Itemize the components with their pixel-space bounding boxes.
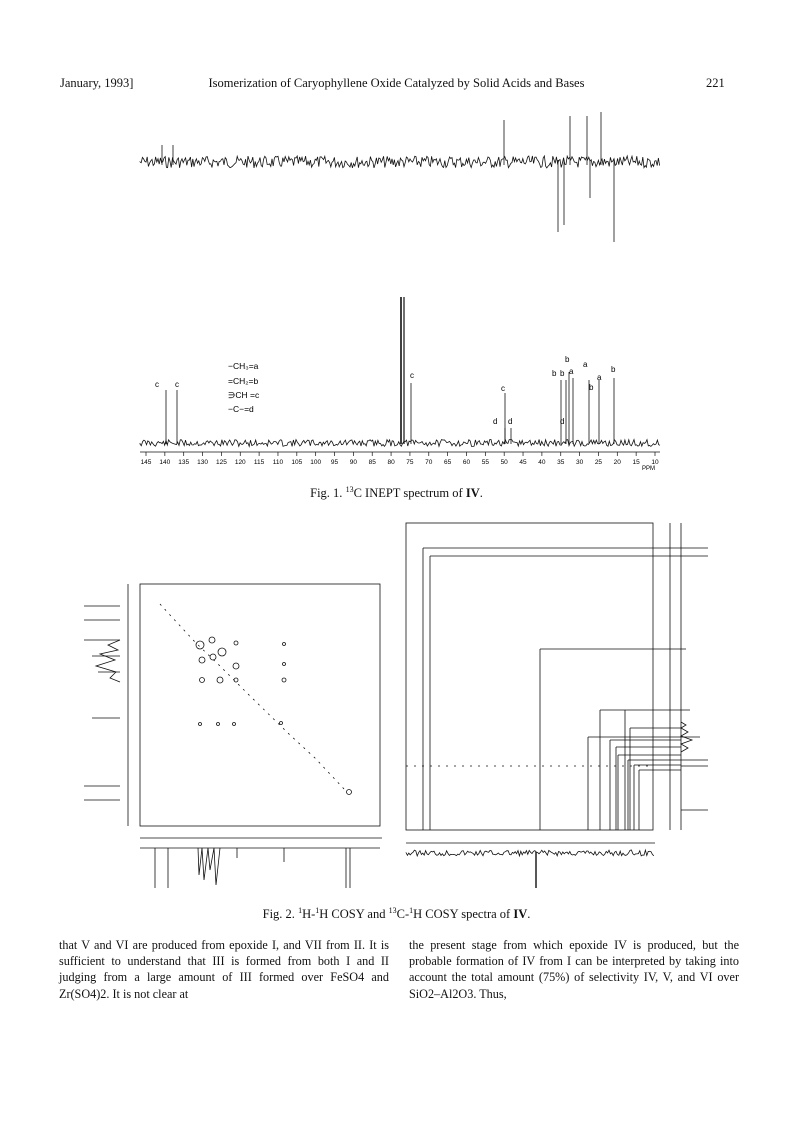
fig1-axis-tick-label: 130 — [197, 459, 208, 466]
cosy-crosspeak — [283, 663, 286, 666]
fig1-axis-tick-label: 55 — [481, 459, 489, 466]
fig2-cosy-hh — [84, 584, 382, 888]
fig1-axis-tick-label: 30 — [575, 459, 584, 466]
cosy-crosspeak — [233, 723, 236, 726]
fig2-caption-text: H COSY and — [319, 907, 386, 922]
fig1-axis-tick-label: 145 — [140, 459, 152, 466]
fig1-axis-tick-label: 80 — [387, 459, 395, 466]
fig1-lower-noise — [140, 440, 660, 447]
fig1-caption-end: . — [479, 486, 483, 501]
fig1-axis-tick-label: 25 — [594, 459, 603, 466]
peak-label: b — [552, 369, 557, 378]
body-text-left-column: that V and VI are produced from epoxide I, and VII from II. It is sufficient to understand that III is formed from both I and II judging from a large amount of III formed over FeSO4 and Zr(SO4)2. It is not clear at — [59, 938, 389, 1001]
legend-item: −C−=d — [228, 404, 254, 414]
fig1-axis-tick-label: 95 — [330, 459, 339, 466]
peak-label: d — [493, 417, 498, 426]
fig2-sup: 1 — [298, 906, 303, 915]
peak-label: a — [569, 367, 574, 376]
fig1-axis-tick-label: 90 — [349, 459, 357, 466]
fig2-sup: 13 — [388, 906, 397, 915]
fig1-axis-tick-label: 120 — [234, 459, 246, 466]
peak-label: a — [597, 373, 602, 382]
fig1-axis-tick-label: 110 — [272, 459, 284, 466]
fig1-axis-unit: PPM — [642, 466, 656, 472]
fig1-axis-tick-label: 35 — [557, 459, 565, 466]
cosy-crosspeak — [233, 663, 239, 669]
fig1-axis-tick-label: 50 — [500, 459, 508, 466]
fig1-caption-text: C INEPT spectrum of — [353, 486, 463, 501]
peak-label: b — [565, 355, 570, 364]
fig1-upper-noise — [140, 156, 660, 168]
cosy-crosspeak — [217, 677, 223, 683]
fig1-axis-tick-label: 85 — [368, 459, 376, 466]
fig1-caption-bold: IV — [465, 486, 480, 501]
fig1-upper-trace — [140, 112, 660, 242]
cosy-crosspeak — [200, 678, 205, 683]
peak-label: c — [155, 380, 159, 389]
fig1-lower-trace — [140, 297, 660, 452]
fig1-axis-tick-label: 140 — [159, 459, 171, 466]
fig2-caption — [0, 906, 793, 922]
fig2-caption-end: . — [527, 907, 531, 922]
body-text-right-column: the present stage from which epoxide IV is produced, but the probable formation of IV from I can be interpreted by taking into account the total amount (75%) of selectivity IV, V, and VI over SiO2–Al2O3. Thus, — [409, 938, 739, 1001]
fig1-axis-tick-label: 10 — [651, 459, 659, 466]
cosy-crosspeak — [347, 790, 352, 795]
fig1-axis-tick-label: 60 — [462, 459, 471, 466]
fig1-axis-tick-label: 115 — [253, 459, 265, 466]
cosy-hh-left-projection — [96, 640, 120, 682]
fig1-axis-tick-label: 45 — [519, 459, 527, 466]
cosy-crosspeak — [210, 654, 216, 660]
cosy-crosspeak — [282, 678, 286, 682]
fig1-legend — [228, 361, 260, 414]
cosy-crosspeak — [234, 678, 238, 682]
fig2-caption-text: H COSY spectra of — [413, 907, 511, 922]
legend-item: =CH₂=b — [228, 376, 259, 386]
fig2-sup: 1 — [409, 906, 414, 915]
fig2-caption-prefix: Fig. 2. — [262, 907, 295, 922]
cosy-crosspeak — [217, 723, 220, 726]
peak-label: c — [501, 384, 505, 393]
fig1-axis-tick-label: 100 — [310, 459, 322, 466]
cosy-hh-bottom-projection — [155, 848, 350, 888]
fig1-peak-labels — [155, 355, 616, 426]
fig1-caption — [0, 485, 793, 501]
peak-label: b — [560, 369, 565, 378]
cosy-hh-left-projection — [84, 606, 120, 800]
running-header-title: Isomerization of Caryophyllene Oxide Catalyzed by Solid Acids and Bases — [208, 76, 585, 90]
cosy-ch-right-projection — [681, 523, 708, 830]
fig1-axis-tick-label: 135 — [178, 459, 190, 466]
fig1-axis-tick-label: 65 — [444, 459, 452, 466]
cosy-ch-bottom-noise — [406, 850, 654, 856]
cosy-crosspeak — [199, 657, 205, 663]
fig1-axis-tick-label: 15 — [632, 459, 640, 466]
cosy-hh-frame — [140, 584, 380, 826]
peak-label: b — [589, 383, 594, 392]
fig2-caption-bold: IV — [513, 907, 528, 922]
fig1-axis-tick-label: 40 — [538, 459, 546, 466]
fig1-caption-sup: 13 — [345, 485, 354, 494]
legend-item: −CH₃=a — [228, 361, 259, 371]
cosy-crosspeak — [280, 722, 283, 725]
fig2-caption-text: C- — [396, 907, 410, 922]
fig1-axis-tick-label: 70 — [425, 459, 433, 466]
running-header-left: January, 1993] — [60, 76, 134, 90]
peak-label: a — [583, 360, 588, 369]
fig2-sup: 1 — [315, 906, 320, 915]
cosy-crosspeak — [283, 643, 286, 646]
fig1-caption-prefix: Fig. 1. — [310, 486, 343, 501]
peak-label: c — [175, 380, 179, 389]
fig1-axis-tick-label: 125 — [215, 459, 227, 466]
cosy-ch-correlation-lines — [423, 548, 681, 830]
fig2-caption-text: H- — [302, 907, 316, 922]
fig1-axis-tick-label: 105 — [291, 459, 303, 466]
peak-label: d — [508, 417, 513, 426]
legend-item: ∋CH =c — [228, 390, 260, 400]
cosy-crosspeak — [199, 723, 202, 726]
peak-label: d — [560, 417, 565, 426]
peak-label: b — [611, 365, 616, 374]
cosy-hh-diagonal — [160, 604, 345, 790]
fig1-axis-tick-label: 20 — [613, 459, 621, 466]
cosy-crosspeak — [234, 641, 238, 645]
cosy-crosspeak — [196, 641, 204, 649]
peak-label: c — [410, 371, 414, 380]
page-number: 221 — [706, 76, 725, 90]
fig1-axis-ticks — [141, 452, 659, 466]
cosy-crosspeak — [209, 637, 215, 643]
fig2-cosy-ch — [406, 523, 708, 888]
cosy-crosspeak — [218, 648, 226, 656]
fig1-axis-tick-label: 75 — [406, 459, 414, 466]
